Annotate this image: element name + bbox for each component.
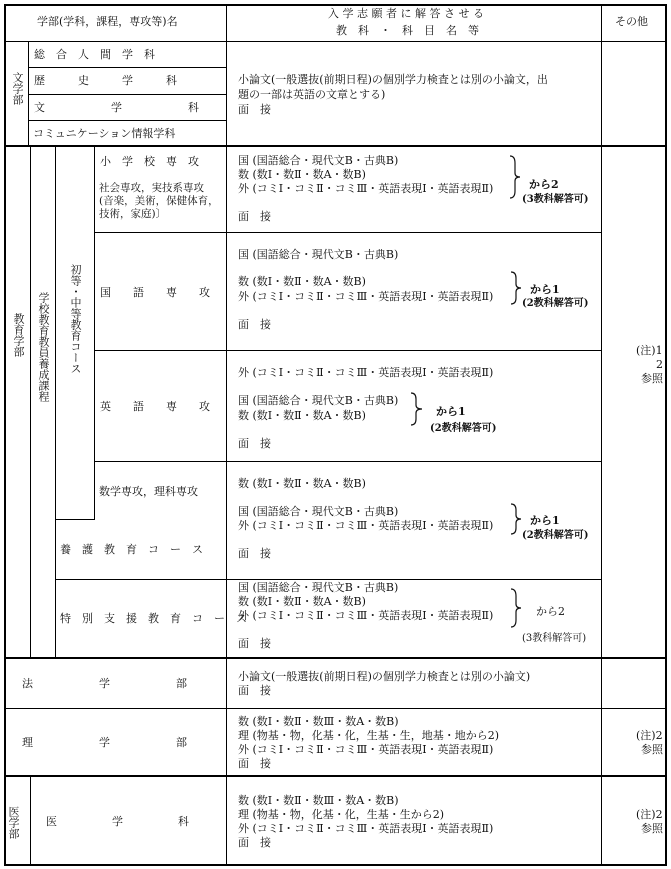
med-line-science: 理 (物基・物，化基・化，生基・生から2) <box>238 808 445 821</box>
en-interview: 面 接 <box>238 437 271 450</box>
edu-note-1: (注)1 <box>636 344 663 357</box>
sp-interview: 面 接 <box>238 637 271 650</box>
elem-line-foreign: 外 (コミⅠ・コミⅡ・コミⅢ・英語表現Ⅰ・英語表現Ⅱ) <box>238 182 494 195</box>
major-english: 英 語 専 攻 <box>100 400 210 413</box>
ms-note: (2教科解答可) <box>522 530 589 541</box>
course-teacher-training: 学校教育教員養成課程 <box>37 292 50 402</box>
med-note-1: (注)2 <box>636 808 663 821</box>
ms-line-foreign: 外 (コミⅠ・コミⅡ・コミⅢ・英語表現Ⅰ・英語表現Ⅱ) <box>238 519 494 532</box>
law-content-2: 面 接 <box>238 684 271 697</box>
elem-line-math: 数 (数Ⅰ・数Ⅱ・数A・数B) <box>238 168 366 181</box>
letters-content-1: 小論文(一般選抜(前期日程)の個別学力検査とは別の小論文，出 <box>238 73 548 86</box>
major-social-1: 社会専攻，実技系専攻 <box>99 182 204 194</box>
brace-icon <box>410 392 423 426</box>
jp-interview: 面 接 <box>238 318 271 331</box>
edu-note-3: 参照 <box>641 372 663 385</box>
edu-note-2: 2 <box>656 358 663 371</box>
course-yogo: 養 護 教 育 コ ー ス <box>60 543 203 556</box>
header-other: その他 <box>615 15 648 28</box>
sp-note: (3教科解答可) <box>522 633 587 644</box>
faculty-science: 理 学 部 <box>22 736 187 749</box>
elem-choose: から2 <box>529 178 559 191</box>
jp-line-kokugo: 国 (国語総合・現代文B・古典B) <box>238 248 399 261</box>
sci-note-2: 参照 <box>641 743 663 756</box>
subcourse-primary-secondary: 初等・中等教育コース <box>69 264 82 374</box>
elem-interview: 面 接 <box>238 210 271 223</box>
header-subjects-line2: 教 科 ・ 科 目 名 等 <box>336 24 479 37</box>
med-interview: 面 接 <box>238 836 271 849</box>
header-subjects-line1: 入 学 志 願 者 に 解 答 さ せ る <box>328 7 484 20</box>
major-japanese: 国 語 専 攻 <box>100 286 210 299</box>
brace-icon <box>510 588 522 628</box>
sp-line-math: 数 (数Ⅰ・数Ⅱ・数A・数B) <box>238 595 366 608</box>
jp-note: (2教科解答可) <box>522 298 589 309</box>
dept-history: 歴 史 学 科 <box>34 74 177 87</box>
med-note-2: 参照 <box>641 822 663 835</box>
course-special-support: 特 別 支 援 教 育 コ ー ス <box>60 612 247 625</box>
faculty-letters: 文学部 <box>11 72 24 105</box>
ms-line-kokugo: 国 (国語総合・現代文B・古典B) <box>238 505 399 518</box>
major-elementary: 小 学 校 専 攻 <box>100 155 199 168</box>
major-social-3: 技術，家庭)〕 <box>99 208 167 220</box>
jp-choose: から1 <box>530 283 560 296</box>
faculty-medicine: 医学部 <box>7 805 20 839</box>
faculty-education: 教育学部 <box>12 313 25 357</box>
en-note: (2教科解答可) <box>430 423 497 434</box>
sci-interview: 面 接 <box>238 757 271 770</box>
sp-line-foreign: 外 (コミⅠ・コミⅡ・コミⅢ・英語表現Ⅰ・英語表現Ⅱ) <box>238 609 494 622</box>
dept-literature: 文 学 科 <box>34 101 199 114</box>
dept-medicine: 医 学 科 <box>46 815 189 828</box>
dept-general-human: 総 合 人 間 学 科 <box>34 48 155 61</box>
major-math-science: 数学専攻，理科専攻 <box>99 485 198 498</box>
sci-line-science: 理 (物基・物，化基・化，生基・生，地基・地から2) <box>238 729 500 742</box>
major-social-2: (音楽，美術，保健体育， <box>99 195 219 207</box>
elem-line-kokugo: 国 (国語総合・現代文B・古典B) <box>238 154 399 167</box>
law-content-1: 小論文(一般選抜(前期日程)の個別学力検査とは別の小論文) <box>238 670 531 683</box>
jp-line-foreign: 外 (コミⅠ・コミⅡ・コミⅢ・英語表現Ⅰ・英語表現Ⅱ) <box>238 290 494 303</box>
sci-line-foreign: 外 (コミⅠ・コミⅡ・コミⅢ・英語表現Ⅰ・英語表現Ⅱ) <box>238 743 494 756</box>
sp-line-kokugo: 国 (国語総合・現代文B・古典B) <box>238 581 399 594</box>
en-line-math: 数 (数Ⅰ・数Ⅱ・数A・数B) <box>238 409 366 422</box>
sp-choose: から2 <box>536 605 565 618</box>
jp-line-math: 数 (数Ⅰ・数Ⅱ・数A・数B) <box>238 275 366 288</box>
brace-icon <box>510 271 522 305</box>
en-line-foreign: 外 (コミⅠ・コミⅡ・コミⅢ・英語表現Ⅰ・英語表現Ⅱ) <box>238 366 494 379</box>
ms-choose: から1 <box>530 514 560 527</box>
dept-communication: コミュニケーション情報学科 <box>33 127 176 140</box>
ms-interview: 面 接 <box>238 547 271 560</box>
en-choose: から1 <box>436 405 466 418</box>
brace-icon <box>510 503 522 535</box>
med-line-math: 数 (数Ⅰ・数Ⅱ・数Ⅲ・数A・数B) <box>238 794 399 807</box>
ms-line-math: 数 (数Ⅰ・数Ⅱ・数A・数B) <box>238 477 366 490</box>
letters-content-2: 題の一部は英語の文章とする) <box>238 88 386 101</box>
sci-line-math: 数 (数Ⅰ・数Ⅱ・数Ⅲ・数A・数B) <box>238 715 399 728</box>
letters-content-3: 面 接 <box>238 103 271 116</box>
med-line-foreign: 外 (コミⅠ・コミⅡ・コミⅢ・英語表現Ⅰ・英語表現Ⅱ) <box>238 822 494 835</box>
faculty-law: 法 学 部 <box>22 677 187 690</box>
header-faculty: 学部(学科，課程，専攻等)名 <box>37 15 178 28</box>
en-line-kokugo: 国 (国語総合・現代文B・古典B) <box>238 394 399 407</box>
sci-note-1: (注)2 <box>636 729 663 742</box>
elem-note: (3教科解答可) <box>522 194 589 205</box>
brace-icon <box>509 155 521 199</box>
